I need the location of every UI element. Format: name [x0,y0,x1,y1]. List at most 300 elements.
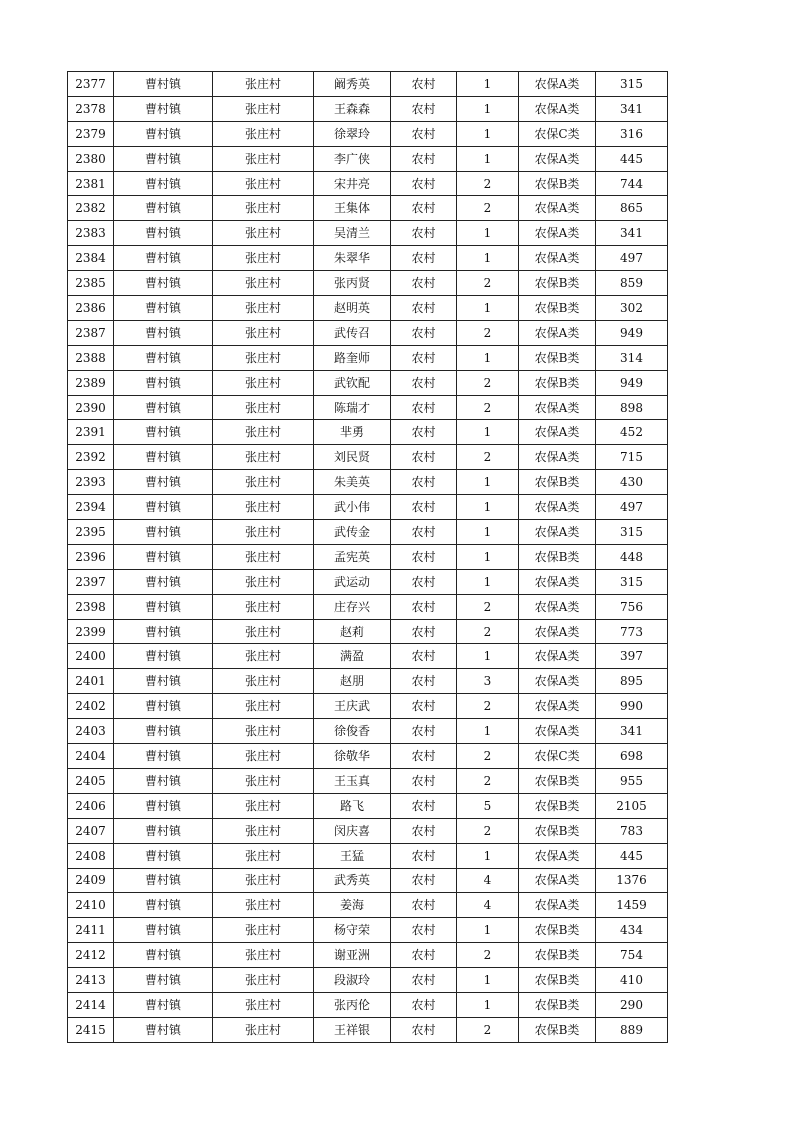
table-row [68,320,668,345]
cell-town: 曹村镇 [114,221,213,246]
cell-amount: 341 [596,96,668,121]
cell-town: 曹村镇 [114,619,213,644]
cell-amount: 2105 [596,793,668,818]
cell-amount: 744 [596,171,668,196]
cell-household-type: 农村 [391,196,457,221]
table-row [68,768,668,793]
cell-row-number: 2404 [68,744,114,769]
cell-insurance-category: 农保A类 [519,520,596,545]
cell-row-number: 2390 [68,395,114,420]
cell-town: 曹村镇 [114,719,213,744]
cell-village: 张庄村 [213,719,314,744]
cell-row-number: 2401 [68,669,114,694]
cell-member-count: 1 [457,719,519,744]
cell-town: 曹村镇 [114,420,213,445]
cell-town: 曹村镇 [114,1017,213,1042]
cell-village: 张庄村 [213,694,314,719]
cell-row-number: 2392 [68,445,114,470]
cell-town: 曹村镇 [114,445,213,470]
cell-village: 张庄村 [213,918,314,943]
cell-insurance-category: 农保B类 [519,992,596,1017]
table-row [68,893,668,918]
cell-amount: 445 [596,146,668,171]
cell-village: 张庄村 [213,893,314,918]
cell-village: 张庄村 [213,544,314,569]
cell-person-name: 武秀英 [314,868,391,893]
table-row [68,843,668,868]
cell-member-count: 2 [457,171,519,196]
cell-person-name: 武小伟 [314,495,391,520]
cell-row-number: 2384 [68,246,114,271]
table-row [68,719,668,744]
cell-household-type: 农村 [391,694,457,719]
cell-town: 曹村镇 [114,669,213,694]
table-row [68,96,668,121]
cell-amount: 315 [596,520,668,545]
cell-amount: 895 [596,669,668,694]
cell-household-type: 农村 [391,520,457,545]
cell-row-number: 2396 [68,544,114,569]
cell-amount: 1376 [596,868,668,893]
cell-row-number: 2412 [68,943,114,968]
cell-member-count: 2 [457,943,519,968]
cell-insurance-category: 农保A类 [519,96,596,121]
cell-household-type: 农村 [391,470,457,495]
cell-row-number: 2400 [68,644,114,669]
cell-amount: 859 [596,271,668,296]
cell-insurance-category: 农保A类 [519,619,596,644]
cell-village: 张庄村 [213,320,314,345]
cell-row-number: 2386 [68,296,114,321]
cell-village: 张庄村 [213,445,314,470]
cell-household-type: 农村 [391,569,457,594]
cell-village: 张庄村 [213,644,314,669]
cell-row-number: 2394 [68,495,114,520]
cell-town: 曹村镇 [114,943,213,968]
cell-member-count: 1 [457,992,519,1017]
cell-town: 曹村镇 [114,793,213,818]
cell-household-type: 农村 [391,843,457,868]
cell-household-type: 农村 [391,296,457,321]
cell-member-count: 1 [457,520,519,545]
cell-person-name: 王玉真 [314,768,391,793]
cell-town: 曹村镇 [114,694,213,719]
cell-person-name: 张丙贤 [314,271,391,296]
cell-household-type: 农村 [391,370,457,395]
cell-village: 张庄村 [213,370,314,395]
cell-person-name: 王猛 [314,843,391,868]
table-row [68,221,668,246]
cell-member-count: 4 [457,893,519,918]
cell-town: 曹村镇 [114,918,213,943]
cell-row-number: 2388 [68,345,114,370]
cell-town: 曹村镇 [114,768,213,793]
table-row [68,395,668,420]
cell-row-number: 2408 [68,843,114,868]
benefits-table [67,71,668,1043]
cell-town: 曹村镇 [114,121,213,146]
cell-household-type: 农村 [391,445,457,470]
cell-insurance-category: 农保A类 [519,196,596,221]
cell-town: 曹村镇 [114,271,213,296]
cell-row-number: 2407 [68,818,114,843]
cell-village: 张庄村 [213,420,314,445]
cell-amount: 715 [596,445,668,470]
cell-person-name: 姜海 [314,893,391,918]
table-row [68,744,668,769]
cell-member-count: 1 [457,644,519,669]
cell-insurance-category: 农保A类 [519,719,596,744]
cell-amount: 452 [596,420,668,445]
cell-town: 曹村镇 [114,246,213,271]
cell-row-number: 2391 [68,420,114,445]
cell-person-name: 张丙伦 [314,992,391,1017]
table-body [68,72,668,1043]
cell-household-type: 农村 [391,818,457,843]
cell-town: 曹村镇 [114,594,213,619]
cell-row-number: 2409 [68,868,114,893]
cell-amount: 783 [596,818,668,843]
cell-household-type: 农村 [391,669,457,694]
cell-household-type: 农村 [391,719,457,744]
cell-village: 张庄村 [213,968,314,993]
cell-household-type: 农村 [391,271,457,296]
cell-household-type: 农村 [391,918,457,943]
cell-household-type: 农村 [391,744,457,769]
cell-amount: 445 [596,843,668,868]
cell-amount: 990 [596,694,668,719]
cell-row-number: 2393 [68,470,114,495]
cell-row-number: 2405 [68,768,114,793]
cell-insurance-category: 农保A类 [519,320,596,345]
table-row [68,171,668,196]
cell-row-number: 2382 [68,196,114,221]
table-row [68,992,668,1017]
cell-row-number: 2415 [68,1017,114,1042]
cell-village: 张庄村 [213,470,314,495]
cell-person-name: 朱美英 [314,470,391,495]
table-row [68,669,668,694]
cell-member-count: 2 [457,271,519,296]
cell-person-name: 王祥银 [314,1017,391,1042]
cell-town: 曹村镇 [114,72,213,97]
cell-person-name: 赵莉 [314,619,391,644]
cell-member-count: 2 [457,320,519,345]
cell-insurance-category: 农保C类 [519,744,596,769]
cell-household-type: 农村 [391,221,457,246]
cell-row-number: 2402 [68,694,114,719]
cell-person-name: 李广侠 [314,146,391,171]
cell-row-number: 2379 [68,121,114,146]
cell-amount: 865 [596,196,668,221]
cell-insurance-category: 农保A类 [519,594,596,619]
cell-member-count: 2 [457,594,519,619]
table-row [68,868,668,893]
cell-person-name: 赵朋 [314,669,391,694]
table-row [68,644,668,669]
cell-amount: 430 [596,470,668,495]
cell-member-count: 1 [457,569,519,594]
cell-village: 张庄村 [213,669,314,694]
cell-row-number: 2411 [68,918,114,943]
cell-household-type: 农村 [391,943,457,968]
cell-insurance-category: 农保B类 [519,544,596,569]
cell-village: 张庄村 [213,768,314,793]
cell-member-count: 2 [457,395,519,420]
cell-amount: 949 [596,320,668,345]
cell-household-type: 农村 [391,72,457,97]
table-row [68,619,668,644]
cell-amount: 889 [596,1017,668,1042]
cell-insurance-category: 农保B类 [519,171,596,196]
cell-town: 曹村镇 [114,296,213,321]
cell-amount: 434 [596,918,668,943]
cell-person-name: 谢亚洲 [314,943,391,968]
cell-village: 张庄村 [213,146,314,171]
cell-town: 曹村镇 [114,345,213,370]
cell-insurance-category: 农保A类 [519,221,596,246]
cell-person-name: 吴清兰 [314,221,391,246]
table-row [68,943,668,968]
cell-member-count: 5 [457,793,519,818]
cell-amount: 497 [596,495,668,520]
cell-insurance-category: 农保A类 [519,569,596,594]
cell-household-type: 农村 [391,893,457,918]
cell-person-name: 闵庆喜 [314,818,391,843]
cell-household-type: 农村 [391,121,457,146]
cell-town: 曹村镇 [114,544,213,569]
cell-member-count: 2 [457,694,519,719]
cell-village: 张庄村 [213,569,314,594]
cell-village: 张庄村 [213,843,314,868]
table-row [68,445,668,470]
cell-row-number: 2387 [68,320,114,345]
cell-person-name: 武运动 [314,569,391,594]
cell-town: 曹村镇 [114,320,213,345]
table-row [68,968,668,993]
cell-person-name: 陈瑞才 [314,395,391,420]
cell-row-number: 2378 [68,96,114,121]
cell-town: 曹村镇 [114,569,213,594]
cell-person-name: 赵明英 [314,296,391,321]
cell-member-count: 1 [457,296,519,321]
cell-town: 曹村镇 [114,171,213,196]
cell-person-name: 武钦配 [314,370,391,395]
cell-amount: 397 [596,644,668,669]
table-row [68,470,668,495]
cell-member-count: 2 [457,744,519,769]
cell-amount: 898 [596,395,668,420]
cell-member-count: 1 [457,221,519,246]
cell-row-number: 2399 [68,619,114,644]
cell-member-count: 1 [457,843,519,868]
cell-amount: 290 [596,992,668,1017]
table-row [68,918,668,943]
cell-row-number: 2414 [68,992,114,1017]
cell-insurance-category: 农保B类 [519,818,596,843]
table-row [68,345,668,370]
cell-insurance-category: 农保A类 [519,868,596,893]
cell-village: 张庄村 [213,171,314,196]
cell-row-number: 2410 [68,893,114,918]
cell-village: 张庄村 [213,619,314,644]
cell-member-count: 1 [457,470,519,495]
cell-insurance-category: 农保B类 [519,470,596,495]
cell-member-count: 2 [457,196,519,221]
cell-row-number: 2395 [68,520,114,545]
cell-member-count: 1 [457,72,519,97]
cell-person-name: 路奎师 [314,345,391,370]
cell-town: 曹村镇 [114,146,213,171]
cell-town: 曹村镇 [114,893,213,918]
cell-household-type: 农村 [391,868,457,893]
cell-town: 曹村镇 [114,96,213,121]
table-row [68,296,668,321]
cell-member-count: 1 [457,121,519,146]
cell-household-type: 农村 [391,171,457,196]
cell-person-name: 徐敬华 [314,744,391,769]
cell-village: 张庄村 [213,395,314,420]
cell-member-count: 1 [457,968,519,993]
cell-member-count: 1 [457,246,519,271]
cell-town: 曹村镇 [114,843,213,868]
cell-person-name: 满盈 [314,644,391,669]
cell-person-name: 王庆武 [314,694,391,719]
cell-town: 曹村镇 [114,868,213,893]
cell-insurance-category: 农保B类 [519,296,596,321]
cell-insurance-category: 农保B类 [519,943,596,968]
cell-person-name: 宋井亮 [314,171,391,196]
cell-village: 张庄村 [213,271,314,296]
cell-household-type: 农村 [391,495,457,520]
cell-amount: 315 [596,72,668,97]
cell-household-type: 农村 [391,793,457,818]
cell-household-type: 农村 [391,395,457,420]
cell-amount: 497 [596,246,668,271]
table-row [68,520,668,545]
cell-amount: 1459 [596,893,668,918]
table-row [68,271,668,296]
cell-person-name: 武传金 [314,520,391,545]
cell-member-count: 3 [457,669,519,694]
cell-member-count: 2 [457,370,519,395]
cell-village: 张庄村 [213,72,314,97]
cell-member-count: 2 [457,619,519,644]
cell-member-count: 1 [457,495,519,520]
cell-amount: 341 [596,719,668,744]
cell-amount: 302 [596,296,668,321]
cell-household-type: 农村 [391,320,457,345]
table-row [68,594,668,619]
cell-person-name: 孟宪英 [314,544,391,569]
cell-amount: 698 [596,744,668,769]
cell-person-name: 徐俊香 [314,719,391,744]
cell-row-number: 2389 [68,370,114,395]
cell-village: 张庄村 [213,520,314,545]
cell-village: 张庄村 [213,744,314,769]
cell-member-count: 1 [457,420,519,445]
cell-row-number: 2403 [68,719,114,744]
cell-row-number: 2413 [68,968,114,993]
cell-insurance-category: 农保A类 [519,495,596,520]
cell-village: 张庄村 [213,345,314,370]
cell-amount: 955 [596,768,668,793]
cell-amount: 314 [596,345,668,370]
cell-household-type: 农村 [391,544,457,569]
cell-town: 曹村镇 [114,370,213,395]
cell-village: 张庄村 [213,594,314,619]
cell-village: 张庄村 [213,793,314,818]
table-row [68,146,668,171]
cell-household-type: 农村 [391,1017,457,1042]
cell-amount: 754 [596,943,668,968]
cell-amount: 773 [596,619,668,644]
cell-town: 曹村镇 [114,744,213,769]
cell-member-count: 4 [457,868,519,893]
cell-member-count: 2 [457,768,519,793]
cell-amount: 316 [596,121,668,146]
cell-member-count: 2 [457,1017,519,1042]
cell-member-count: 2 [457,445,519,470]
cell-village: 张庄村 [213,495,314,520]
cell-person-name: 刘民贤 [314,445,391,470]
cell-insurance-category: 农保B类 [519,768,596,793]
cell-person-name: 芈勇 [314,420,391,445]
cell-insurance-category: 农保A类 [519,644,596,669]
table-row [68,818,668,843]
cell-village: 张庄村 [213,992,314,1017]
cell-insurance-category: 农保A类 [519,72,596,97]
cell-insurance-category: 农保B类 [519,1017,596,1042]
cell-person-name: 朱翠华 [314,246,391,271]
cell-member-count: 1 [457,544,519,569]
cell-insurance-category: 农保A类 [519,694,596,719]
table-row [68,544,668,569]
cell-row-number: 2385 [68,271,114,296]
table-row [68,793,668,818]
cell-household-type: 农村 [391,246,457,271]
cell-person-name: 武传召 [314,320,391,345]
cell-member-count: 1 [457,146,519,171]
cell-insurance-category: 农保A类 [519,893,596,918]
cell-row-number: 2406 [68,793,114,818]
cell-member-count: 2 [457,818,519,843]
cell-household-type: 农村 [391,768,457,793]
cell-amount: 949 [596,370,668,395]
table-row [68,121,668,146]
cell-row-number: 2380 [68,146,114,171]
cell-insurance-category: 农保A类 [519,246,596,271]
cell-insurance-category: 农保A类 [519,843,596,868]
cell-person-name: 王森森 [314,96,391,121]
cell-town: 曹村镇 [114,968,213,993]
cell-row-number: 2397 [68,569,114,594]
cell-village: 张庄村 [213,296,314,321]
table-row [68,72,668,97]
cell-member-count: 1 [457,96,519,121]
cell-town: 曹村镇 [114,992,213,1017]
cell-town: 曹村镇 [114,395,213,420]
cell-row-number: 2398 [68,594,114,619]
cell-town: 曹村镇 [114,495,213,520]
cell-insurance-category: 农保A类 [519,669,596,694]
cell-amount: 315 [596,569,668,594]
table-row [68,370,668,395]
cell-amount: 448 [596,544,668,569]
cell-row-number: 2383 [68,221,114,246]
cell-household-type: 农村 [391,345,457,370]
cell-village: 张庄村 [213,121,314,146]
